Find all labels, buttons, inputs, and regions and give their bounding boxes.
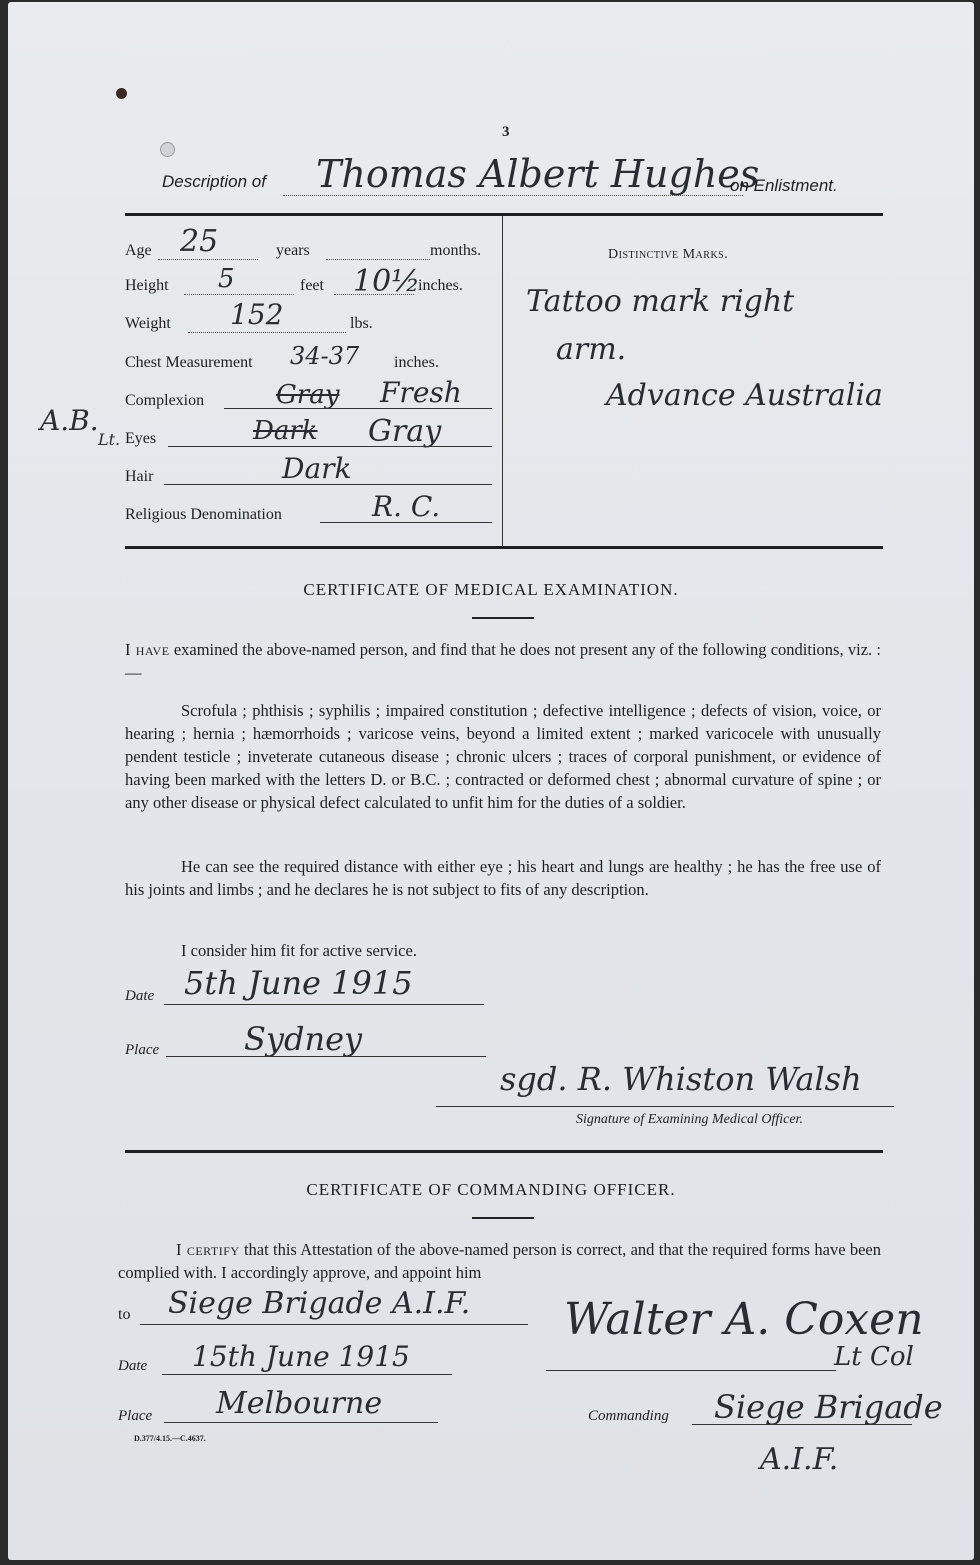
commanding-title-underline: [472, 1217, 534, 1219]
medical-officer-signature: sgd. R. Whiston Walsh: [500, 1060, 862, 1098]
height-label: Height: [125, 277, 169, 294]
medical-date-label: Date: [125, 988, 155, 1004]
medical-intro-lead: I have: [125, 640, 170, 659]
commanding-to-line: [140, 1324, 528, 1325]
medical-signature-caption: Signature of Examining Medical Officer.: [576, 1112, 803, 1127]
hair-label: Hair: [125, 468, 154, 485]
inches-line: [334, 294, 414, 295]
commanding-officer-rank: Lt Col: [834, 1342, 914, 1372]
weight-value: 152: [230, 298, 284, 331]
medical-certificate-title: CERTIFICATE OF MEDICAL EXAMINATION.: [303, 580, 679, 599]
complexion-label: Complexion: [125, 392, 205, 409]
attestation-page: [8, 2, 974, 1560]
description-bottom-rule: [125, 546, 883, 549]
commanding-to-label: to: [118, 1306, 131, 1323]
medical-conditions: Scrofula ; phthisis ; syphilis ; impaired constitution ; defective intelligence ; defects of vision, voice, or hearing ; hernia ; hæmorrhoids ; varicose veins, beyond a limited extent ; marked varicocele with unusually pendent testicle ; inveterate cutaneous disease ; chronic ulcers ; traces of corporal punishment, or evidence of having been marked with the letters D. or B.C. ; contracted or deformed chest ; abnormal curvature of spine ; or any other disease or physical defect calculated to unfit him for the duties of a soldier.: [125, 701, 881, 812]
religion-line: [320, 522, 492, 523]
medical-fit-statement: I consider him fit for active service.: [181, 941, 417, 960]
months-line: [326, 259, 430, 260]
header-rule: [125, 213, 883, 216]
medical-place-line: [166, 1056, 486, 1057]
weight-unit: lbs.: [350, 315, 373, 332]
commanding-unit-line: [692, 1424, 912, 1425]
medical-intro-text: examined the above-named person, and find that he does not present any of the following conditions, viz. :—: [125, 640, 882, 682]
eyes-value: Gray: [368, 414, 442, 449]
header-prefix: Description of: [162, 172, 266, 191]
eyes-struck: Dark: [253, 416, 318, 446]
feet-line: [184, 294, 294, 295]
medical-title-underline: [472, 617, 534, 619]
commanding-certify-body: that this Attestation of the above-named person is correct, and that the required forms have been complied with. I accordingly approve, and appoint him: [118, 1240, 882, 1282]
chest-label: Chest Measurement: [125, 354, 253, 371]
complexion-value: Fresh: [380, 376, 462, 409]
commanding-label: Commanding: [588, 1408, 669, 1424]
enlistee-name: Thomas Albert Hughes: [316, 152, 760, 196]
distinctive-marks-line-2: arm.: [556, 332, 627, 367]
medical-place-label: Place: [125, 1042, 160, 1058]
commanding-date-line: [162, 1374, 452, 1375]
hair-value: Dark: [282, 452, 352, 485]
distinctive-marks-line-3: Advance Australia: [606, 378, 883, 413]
commanding-officer-signature: Walter A. Coxen: [564, 1294, 924, 1345]
punch-hole: [116, 88, 127, 99]
complexion-line: [224, 408, 492, 409]
hair-line: [164, 484, 492, 485]
feet-label: feet: [300, 277, 324, 294]
inches-label: inches.: [418, 277, 463, 294]
commanding-certificate-title: CERTIFICATE OF COMMANDING OFFICER.: [306, 1180, 676, 1199]
distinctive-marks-line-1: Tattoo mark right: [526, 284, 795, 319]
form-code: D.377/4.15.—C.4637.: [134, 1434, 206, 1443]
medical-signature-line: [436, 1106, 894, 1107]
commanding-unit: Siege Brigade: [714, 1388, 943, 1426]
commanding-place-line: [164, 1422, 438, 1423]
medical-date-line: [164, 1004, 484, 1005]
commanding-certify-text: [118, 1238, 881, 1284]
punch-hole: [160, 142, 175, 157]
weight-line: [188, 332, 346, 333]
age-years: years: [276, 242, 310, 259]
margin-initials: A.B.: [40, 404, 99, 437]
commanding-place-value: Melbourne: [216, 1386, 383, 1421]
commanding-to-value: Siege Brigade A.I.F.: [168, 1286, 471, 1321]
weight-label: Weight: [125, 315, 171, 332]
commanding-date-label: Date: [118, 1358, 148, 1374]
chest-value: 34-37: [290, 342, 360, 370]
religion-label: Religious Denomination: [125, 506, 282, 523]
eyes-label: Eyes: [125, 430, 157, 447]
medical-health-statement: He can see the required distance with either eye ; his heart and lungs are healthy ; he has the free use of his joints and limbs ; and he declares he is not subject to fits of any description.: [125, 857, 881, 899]
age-months: months.: [430, 242, 482, 259]
commanding-signature-line: [546, 1370, 836, 1371]
age-label: Age: [125, 242, 152, 259]
commanding-place-label: Place: [118, 1408, 153, 1424]
height-feet: 5: [218, 264, 235, 294]
commanding-date-value: 15th June 1915: [192, 1340, 410, 1373]
column-divider: [502, 216, 503, 546]
chest-unit: inches.: [394, 354, 439, 371]
religion-value: R. C.: [372, 490, 441, 523]
distinctive-marks-title: Distinctive Marks.: [608, 247, 729, 262]
age-line: [158, 259, 258, 260]
medical-place-value: Sydney: [244, 1020, 363, 1058]
page-number: 3: [502, 124, 510, 140]
header-suffix: on Enlistment.: [730, 176, 838, 195]
medical-intro: [125, 638, 881, 684]
height-inches: 10½: [353, 264, 421, 299]
medical-bottom-rule: [125, 1150, 883, 1153]
medical-date-value: 5th June 1915: [184, 964, 413, 1002]
commanding-certify-lead: I certify: [176, 1240, 240, 1259]
margin-initials-sub: Lt.: [98, 430, 121, 449]
complexion-struck: Gray: [276, 380, 340, 410]
commanding-unit-2: A.I.F.: [760, 1442, 839, 1477]
name-line: [283, 195, 743, 196]
eyes-line: [168, 446, 492, 447]
age-value: 25: [180, 224, 219, 259]
